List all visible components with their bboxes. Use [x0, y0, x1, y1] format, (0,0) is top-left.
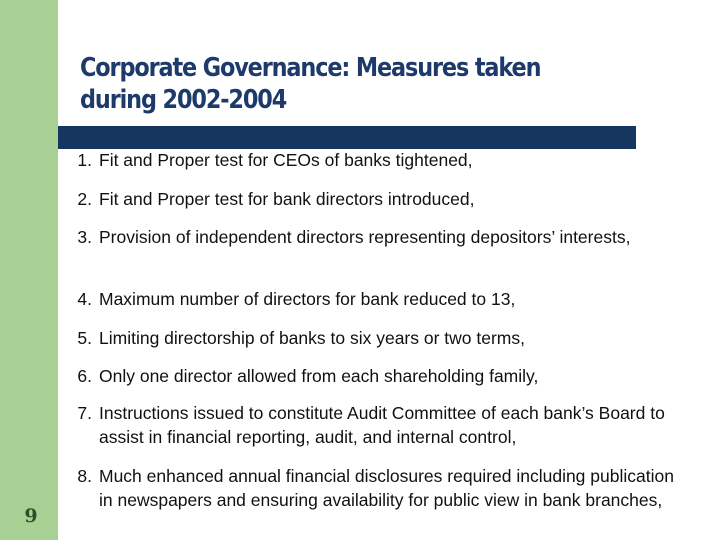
item-number: 8. [77, 466, 92, 486]
list-item [58, 287, 679, 311]
list-item [58, 364, 679, 388]
item-text: Limiting directorship of banks to six years or two terms, [99, 328, 525, 348]
item-number: 7. [77, 403, 92, 423]
item-number: 6. [77, 366, 92, 386]
item-number: 1. [77, 150, 92, 170]
title-divider-bar [58, 126, 636, 149]
slide-title: Corporate Governance: Measures taken during 2002-2004 [80, 53, 541, 115]
list-item [58, 187, 679, 211]
item-number: 3. [77, 227, 92, 247]
item-text: Maximum number of directors for bank reduced to 13, [99, 289, 516, 309]
item-text: Only one director allowed from each shareholding family, [99, 366, 539, 386]
item-text: Instructions issued to constitute Audit Committee of each bank’s Board to assist in financial reporting, audit, and internal control, [99, 403, 665, 447]
item-number: 2. [77, 189, 92, 209]
list-item [58, 326, 679, 350]
item-text: Fit and Proper test for CEOs of banks tightened, [99, 150, 473, 170]
list-item [58, 464, 679, 512]
item-text: Fit and Proper test for bank directors introduced, [99, 189, 475, 209]
page-number: 9 [24, 505, 38, 527]
list-item [58, 401, 679, 449]
item-number: 5. [77, 328, 92, 348]
list-item [58, 225, 679, 249]
item-text: Much enhanced annual financial disclosures required including publication in newspapers and ensuring availability for public view in bank branches, [99, 466, 674, 510]
list-item [58, 148, 679, 172]
item-text: Provision of independent directors representing depositors’ interests, [99, 227, 631, 247]
item-number: 4. [77, 289, 92, 309]
